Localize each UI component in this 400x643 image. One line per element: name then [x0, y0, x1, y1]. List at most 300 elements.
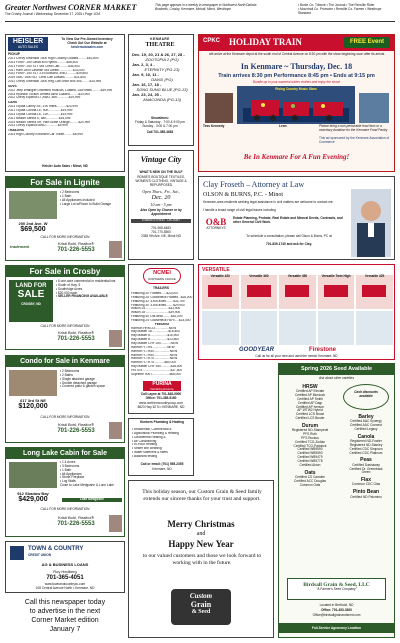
realtor-name: Kristi Bohl, Realtor®: [57, 422, 95, 427]
heisler-list: [8, 57, 122, 137]
plumbing-line: • Water softeners & filters: [132, 451, 168, 455]
tractor-card: [356, 311, 393, 345]
land-sign-line-1: LAND FOR: [15, 283, 47, 289]
lignite-features: [60, 191, 124, 206]
trailer-line: Harmon Y-TR75............$60,000: [131, 361, 177, 365]
seed-item: AP 19TW2 Hybrid: [297, 408, 323, 413]
tractor-card: [279, 275, 316, 309]
trailer-call: Call Layne at 701-848-9000: [140, 392, 182, 396]
callout-line-4: January 7: [49, 626, 81, 633]
realtor-photo: [109, 515, 122, 532]
performer-name-2: Leon: [279, 124, 287, 128]
vintage-city: 5 MAIN STREET CROSBY: [131, 219, 191, 223]
trailer-ad: [128, 264, 194, 414]
heisler-footer: Heisler Auto Sales • Minot, ND: [42, 164, 88, 169]
heisler-line: 2013 Chevy Equinox AWD..............$9,999: [8, 124, 68, 128]
vintage-city-ad: [128, 150, 194, 260]
seed-item: Certified AAC Connect: [350, 423, 382, 428]
seed-item: Certified CDC Simpson: [349, 446, 383, 451]
feature-item: • 1.4 Acres: [60, 460, 76, 464]
seed-item: Registered ND-Fowler: [350, 439, 382, 444]
realtor-name: Kristi Bohl, Realtor®: [57, 241, 95, 246]
trailer-web[interactable]: www.northerncountrycoop.com: [139, 401, 183, 405]
condo-call: CALL FOR MORE INFORMATION: [40, 415, 90, 419]
seed-item: PFS Ruckus: [301, 435, 319, 440]
feature-item: • Large Lot w/Room to Build Garage: [60, 201, 112, 206]
callout-line-1: Call this newspaper today: [24, 599, 106, 606]
cabin-features: [60, 461, 124, 488]
seed-item: Certified ND Palomino: [350, 494, 382, 499]
paper-list-2: • Mountrail Co. Promoter • Renville Co. Farmer • Westhope Standard: [298, 7, 382, 15]
cash-discount-badge: [343, 384, 389, 410]
durum-heading: Durum: [301, 423, 319, 429]
tractor-ad: [198, 264, 395, 360]
theatre-title: THEATRE: [145, 42, 175, 48]
feature-item: Close to Lake Metigoshe & Lunn Lake: [60, 483, 114, 488]
heisler-website[interactable]: heislerautosales.com: [70, 45, 104, 49]
attorney-p1: Kenmare-area residents seeking legal assistance in civil matters are welcome to contact me.: [203, 200, 334, 204]
trailer-line: Featuring 20' Flatbed......$23,000: [131, 292, 178, 295]
tractor-card: [202, 311, 239, 345]
tractor-card: [279, 311, 316, 345]
showing-date: Jan. 16, 17, 18 -: [132, 82, 162, 87]
heisler-line: 2012 Chevy Silverado 1500 Reg Cab Short Box 4x4.........$14,995: [8, 80, 102, 84]
realtor-phone: 701-226-5553: [57, 428, 95, 434]
feature-item: • All Appliances: [60, 471, 82, 476]
heisler-line: 2019 GMC 1500 SLT Crew Cab Loaded...........$31,800: [8, 76, 86, 80]
tractor-card: [241, 311, 278, 345]
trailer-line: Hay Master 8'...................$13,800: [131, 338, 179, 342]
feature-item: • 2 Bedrooms: [60, 190, 80, 194]
tractor-grid: [202, 275, 393, 345]
page-title: Greater Northwest CORNER MARKET: [5, 3, 137, 12]
pinto-heading: Pinto Bean: [352, 489, 380, 496]
trailer-line: Harmon HRM 23'...............NEW: [131, 326, 177, 330]
feature-item: • Single attached garage: [60, 376, 95, 381]
realtor-phone: 701-226-5553: [57, 247, 95, 253]
attorney-photo: [351, 189, 391, 257]
seed-item: Certified WB9479: [297, 455, 323, 460]
callout-line-2: to advertise in the next: [29, 608, 101, 615]
purina-logo: [143, 381, 181, 391]
cash-discount-text: Cash discounts available: [354, 390, 378, 398]
seed-item: Certified LCS Buster: [295, 416, 325, 421]
plumbing-title: Kimbers Plumbing & Heating: [140, 420, 184, 424]
page-notice: This page appears in a weekly in-newspaper in Northwest North Dakota: [155, 3, 257, 7]
trailer-line: FEEDING: [154, 322, 170, 326]
cabin-ad: [5, 447, 125, 537]
realtor-phone: 701-226-5553: [57, 521, 95, 527]
train-bundle: Bundle up in your warmest winter clothes and enjoy the show!: [252, 80, 341, 84]
tractor-image: [208, 285, 232, 297]
tractor-card: [356, 275, 393, 309]
seed-right-col: [339, 414, 393, 499]
seed-item: Certified AP Murdock: [295, 393, 325, 398]
theatre-showings: [132, 52, 192, 102]
train-intro: will arrive at the Kenmare depot at the south end of Central Avenue on 8:30 pm with the show beginning soon after its arrival.: [208, 52, 386, 56]
seed-item: Common CDC Glas: [351, 482, 381, 487]
showing-title: ETERNITY (PG-13): [144, 67, 180, 72]
condo-photo: [9, 370, 57, 396]
holiday-and: and: [196, 531, 206, 537]
vintage-dates: Dec. 20: [151, 195, 171, 201]
oandb-sub: ATTORNEYS: [206, 226, 226, 230]
seed-item: Certified AP Smith: [297, 396, 323, 401]
cabin-banner: Long Lake Cabin for Sale: [6, 448, 124, 459]
trailer-line: Supreme 900T....................$66,000: [131, 372, 181, 376]
seed-left-col: [282, 384, 338, 487]
versatile-logo: VERSATILE: [202, 267, 230, 273]
tractor-image: [247, 285, 271, 297]
vintage-desc: ROMIE'S BOUTIQUE TEXTILES, WOMEN'S CLOTHING, VINTAGE & REPURPOSED: [135, 175, 187, 187]
vintage-hours: 10 am - 5 pm: [150, 202, 172, 207]
seed-email[interactable]: Office@birdsallgrainandseed.com: [312, 613, 361, 617]
attorney-name: Clay Froseth: [203, 180, 245, 189]
performer-photo-1: [205, 93, 233, 123]
attorney-ad: [198, 176, 395, 260]
lignite-house-photo: [9, 191, 57, 219]
tractor-image: [362, 285, 386, 297]
seed-item: Certified WB9778: [297, 459, 323, 463]
train-where: [199, 62, 394, 71]
feature-item: • 6 one-acre commercial or residential lots: [56, 279, 116, 283]
seed-item: Registered ND-Stampede: [291, 428, 329, 433]
heisler-name: HEISLER: [12, 38, 44, 45]
oandb-logo: [203, 217, 229, 243]
realtor-photo: [109, 241, 122, 258]
ag-business: AG & BUSINESS LOANS: [41, 562, 89, 567]
credit-union-logo: [10, 546, 24, 560]
paper-list-1: • Burke Co. Tribune • The Journal • The Renville Rider: [298, 3, 375, 7]
tractor-label: Versatile 420: [210, 274, 230, 278]
heisler-line: 2024 Nissan Sentra SR, Half Dome Orange..........$20,999: [8, 120, 91, 124]
theatre-times-2: Sunday - 3:00 & 7:00 pm: [142, 124, 178, 128]
feature-item: • Double detached garage: [60, 380, 97, 385]
crosby-banner: For Sale in Crosby: [6, 266, 124, 277]
merry-christmas: Merry Christmas: [167, 519, 235, 529]
seed-office: Office: 701-453-3300: [321, 608, 352, 612]
trademark-logo: trademark: [10, 244, 30, 249]
heisler-line: 2017 Ram 2500 Laramie 4x4 Diesel................$33,000: [8, 68, 85, 72]
trailer-office: Office: 701-385-5160: [145, 396, 177, 400]
realtor-phone: 701-226-5553: [57, 336, 95, 342]
crosby-call: CALL FOR MORE INFORMATION: [40, 324, 90, 328]
vintage-name: Vintage City: [140, 155, 182, 164]
bank-addr: 108 Central Avenue North • Kenmare, ND: [35, 586, 95, 590]
feature-item: • 1 Bath: [60, 467, 72, 472]
heisler-sub: AUTO SALES: [18, 45, 38, 49]
feature-item: • 2 Bedrooms: [60, 369, 80, 373]
bank-web[interactable]: www.townandcountrycu.com: [44, 582, 86, 586]
seed-item: Certified AAC Synergy: [350, 419, 382, 424]
page-header: [5, 3, 395, 29]
trailer-line: Featuring 40' Dbl-deck.........$52,000: [131, 315, 183, 319]
seed-item: Certified CDC Platinum: [349, 450, 383, 455]
showing-title: ZOOTOPIA 2 (PG): [145, 57, 179, 62]
holiday-p2: to our valued customers and those we look forward to working with in the future.: [142, 553, 262, 567]
happy-new-year: Happy New Year: [168, 539, 234, 549]
seed-item: Certified Akron: [299, 462, 321, 467]
seed-item: Certified LCS Boost: [296, 412, 324, 417]
train-music: Rising Country Music Stars: [275, 87, 317, 91]
showing-date: Jan. 2, 3, 4 -: [132, 62, 155, 67]
logo-line-3: & Seed: [191, 609, 211, 615]
heisler-line: 2022 Chevy Equinox LT AWD, 46K.............$19,999: [8, 96, 81, 100]
train-city: In Kenmare: [240, 62, 283, 71]
tractor-card: [202, 275, 239, 309]
train-sep: ~: [284, 62, 291, 71]
plumbing-line: • Agricultural Plumbing & Heating: [132, 431, 179, 435]
train-slogan: Be In Kenmare For A Fun Evening!: [243, 153, 350, 161]
trailer-line: Featuring 24' Gooseneck FAFE....$14,500: [131, 318, 191, 322]
heisler-tagline-1: To View Our Pre-Owned Inventory: [61, 37, 113, 41]
barley-heading: Barley: [358, 414, 374, 420]
trailer-list: [131, 292, 193, 377]
lignite-address: 200 2nd Ave. W: [18, 221, 48, 226]
land-sign-line-2: SALE: [17, 289, 45, 300]
plumbing-line: • Residential, Commercial &: [132, 428, 172, 431]
seed-ad: [278, 363, 395, 638]
heisler-section: PICKUP: [8, 52, 21, 56]
holiday-p1: This holiday season, our Custom Grain & Seed family extends our sincere thanks for your trust and support.: [142, 489, 262, 503]
showing-title: DAVID (PG): [151, 77, 173, 82]
header-rule: [5, 21, 395, 22]
realtor-name: Kristi Bohl, Realtor®: [57, 515, 95, 520]
firestone-logo: Firestone: [309, 347, 337, 353]
heisler-line: SUVS: [8, 84, 17, 88]
oandb-letters: O&B: [205, 217, 227, 227]
heisler-line: 2023 Toyota Corolla LE, 12K..............$19,999: [8, 112, 73, 116]
train-image: [243, 96, 349, 122]
trailer-line: Harmon Y-TR70..................NEW: [131, 357, 178, 361]
trailer-line: Hay Master 8'...................$15,900: [131, 334, 179, 338]
theatre-times: Friday & Saturday - 7:00 & 9:00 pm: [135, 120, 185, 124]
realtor-photo: [109, 422, 122, 439]
crosby-features: [56, 280, 124, 299]
heisler-line: 2021 Toyota Corolla LE, 50K..............$19,999: [8, 108, 73, 112]
plumbing-list: [132, 428, 194, 459]
tractor-label: Versatile Twin High: [321, 274, 351, 278]
seed-item: Green: [361, 470, 371, 475]
cabin-price: $429,000: [18, 496, 48, 503]
showing-date: Jan. 9, 10, 11 -: [132, 72, 159, 77]
attorney-phone: 701-839-1740 and ask for Clay.: [265, 242, 312, 246]
performer-photo-2: [359, 93, 389, 123]
seed-item: Certified ACC Douglas: [294, 478, 326, 483]
holiday-train-ad: [198, 34, 395, 172]
trailer-line: Featuring 32' 3-ton axles........$33,750: [131, 299, 185, 303]
realtor-name: Kristi Bohl, Realtor®: [57, 330, 95, 335]
trailer-line: Wilson 28'..........................$39,900: [131, 311, 181, 315]
feature-item: • SELLER FINANCING AVAILABLE: [56, 294, 108, 299]
credit-union-sub: CREDIT UNION: [28, 553, 52, 557]
theatre-times-title: Showtimes:: [151, 116, 169, 120]
tractor-card: [241, 275, 278, 309]
showing-title: SONG SUNG BLUE (PG-13): [136, 87, 188, 92]
feature-item: • 1 Bath: [60, 193, 72, 198]
vintage-phone-1: 701-965-6483: [151, 226, 171, 230]
seed-item: Registered ND-Stanley: [349, 442, 383, 447]
trailer-line: Wilson 24'..........................$33,900: [131, 307, 181, 311]
heisler-line: 2024 Hyundai Tucson Limited AWD Loaded..........$33,900: [8, 92, 90, 96]
seed-full: Full-Service Agronomy Location: [279, 623, 394, 633]
trailer-section: TRAILERS: [153, 286, 169, 290]
crosby-ad: [5, 265, 125, 350]
heisler-logo: [8, 37, 48, 51]
trailer-line: Harmon Y-TR5.................NEW: [131, 345, 175, 349]
seed-item: Certified CS Camden: [294, 474, 326, 479]
free-event-badge: FREE Event: [344, 37, 390, 48]
plumbing-line: • Backflow testing: [132, 454, 158, 458]
tractor-card: [318, 311, 355, 345]
seed-addr: Located in Berthold, ND: [319, 603, 354, 607]
seed-item: Certified TCG-Paddock: [293, 443, 327, 448]
theatre-city: KENMARE: [150, 37, 170, 41]
purina-text: PURINA: [152, 381, 172, 387]
hrsw-heading: HRSW: [302, 384, 318, 390]
attorney-p3: To schedule a consultation, please call Olson & Burns, PC at: [246, 234, 332, 238]
plumbing-line: • Sewer line cleaning: [132, 447, 162, 451]
oats-heading: Oats: [304, 469, 316, 476]
trailer-line: Harmon Y-TR50..................NEW: [131, 353, 178, 357]
vintage-tag: WHAT'S NEW ON THE GULF: [139, 170, 183, 174]
seed-item: Common Oats: [299, 482, 321, 487]
attorney-title: – Attorney at Law: [246, 180, 305, 189]
lignite-price: $69,500: [20, 226, 46, 233]
train-date: Thursday, Dec. 18: [290, 62, 353, 71]
feature-item: • Covered patio & garden space: [60, 384, 106, 389]
heisler-line: 2021 Ford F-150 XLT 4x4 Crew Cab..........$35,900: [8, 64, 80, 68]
trailer-line: Harmon Y-TR40..................NEW: [131, 349, 178, 353]
tractor-card: [318, 275, 355, 309]
plumbing-contact: Call or email: (701) 555-2355: [140, 462, 184, 466]
seed-item: Certified AP Dagr: [297, 400, 323, 405]
heisler-line: 2021 Nissan Sentra S, 58K..............$16,495: [8, 116, 71, 120]
lignite-ad: [5, 176, 125, 261]
attorney-areas: Estate Planning, Probate, Real Estate and Mineral Deeds, Contracts, and other General Civil Work.: [233, 216, 343, 224]
cabin-tag: Lake Metigoshe: [62, 498, 122, 502]
heisler-line: 2023 Ford F-150 Lariat 4x4 Hybrid...........$48,500: [8, 60, 78, 64]
condo-ad: [5, 355, 125, 443]
page-subline: The Crosby Journal • Wednesday, December 17, 2025 • Page 1CM: [5, 12, 100, 16]
custom-grain-ad: [128, 480, 274, 638]
seed-item: Certified AP Elevate: [295, 389, 325, 394]
plumbing-line: • Geothermal Heating &: [132, 435, 166, 439]
tractor-label: Versatile 450: [287, 274, 308, 278]
seed-item: Certified TCG-Zodiac: [294, 439, 326, 444]
trailer-line: Hay Master 16'..................$16,500: [131, 330, 180, 334]
tractor-image: [324, 285, 348, 297]
lignite-banner: For Sale in Lignite: [6, 177, 124, 188]
feature-item: • South of Hwy. 5: [56, 282, 81, 287]
purina-sub: Nourishing tomorrow: [150, 388, 174, 391]
heisler-line: 2022 Ford F-150 XLT 3.5 Ecoboost, 4WD...........$39,800: [8, 72, 88, 76]
land-sign-line-3: CROSBY, ND: [21, 302, 41, 306]
theatre-phone: Call 701-385-4683: [146, 130, 174, 134]
heisler-line: 2023 High Country Enclosed Car Trailer..........$8,999: [8, 133, 83, 137]
attorney-p2: I handle a broad range of civil legal issues including: [203, 208, 276, 212]
seed-item: Certified AP Iverson: [295, 404, 325, 409]
nemsa-logo-sub: NORTHERN CHOICE: [148, 277, 176, 281]
vintage-also: Also Open by Chance or by Appointment: [140, 208, 182, 216]
plumbing-line: • Air Conditioning: [132, 439, 157, 443]
peas-heading: Peas: [360, 457, 372, 464]
banker-phone: 701-365-4051: [46, 575, 84, 581]
feature-item: • 2 Baths: [60, 372, 73, 377]
train-donate: Please bring a non-perishable food item or a monetary donation for the Kenmare Food Pantry: [319, 124, 388, 132]
performer-name-1: Tess Kennedy: [203, 124, 225, 128]
trailer-line: Featuring 30' 3-ton axles........$29,900: [131, 303, 185, 307]
realtor-photo: [109, 330, 122, 347]
seed-item: Certified WB9590: [297, 447, 323, 452]
seed-item: Certified Dashaway: [352, 462, 380, 467]
feature-item: • Stone Fireplace: [60, 475, 85, 480]
condo-price: $120,000: [18, 403, 48, 410]
cabin-call: CALL FOR MORE INFORMATION: [40, 507, 90, 511]
banker-name: Roy Hedberg: [53, 569, 77, 574]
tractor-image: [285, 285, 309, 297]
trailer-line: Pro 475................................$37,500: [131, 368, 183, 372]
heisler-line: 2023 Toyota Camry SE, 31K miles...........$23,999: [8, 105, 78, 109]
attorney-firm: OLSON & BURNS, P.C. - Minot: [203, 192, 284, 198]
birdsall-sub: "A Farmer's Seed Company": [316, 587, 357, 591]
flax-heading: Flax: [360, 477, 371, 484]
seed-ask: Ask about other varieties: [318, 376, 355, 380]
birdsall-logo: [287, 578, 386, 600]
heisler-line: 2021 Chevy Silverado 1500 High Country Loaded..........$52,800: [8, 57, 99, 60]
nemsa-logo-text: NCMEI: [153, 270, 171, 276]
train-photo-banner: [237, 86, 355, 124]
feature-item: • Log Walls: [60, 479, 76, 484]
seed-item: PFS Ruth: [303, 432, 317, 437]
showing-date: Jan. 23, 24, 25 -: [132, 92, 162, 97]
showing-date: Dec. 19, 20, 21 & 26, 27, 28 -: [132, 52, 185, 57]
credit-union-name: TOWN & COUNTRY: [28, 546, 84, 552]
vintage-address: 2355 9th Ave. NE, Minot ND: [141, 234, 181, 238]
trailer-line: Hay Master CHF 200...........NEW: [131, 341, 179, 345]
seed-item: Certified Dr. Greenback: [349, 466, 383, 471]
logo-line-2: Grain: [190, 600, 212, 609]
goodyear-logo: GOODYEAR: [239, 347, 275, 353]
plumbing-ad: [128, 418, 194, 476]
trailer-line: Featuring 25' Gooseneck Flatbed...$26,000: [131, 295, 193, 299]
train-title: HOLIDAY TRAIN: [229, 37, 302, 47]
attorney-heading: [203, 180, 353, 189]
lignite-call: CALL FOR MORE INFORMATION: [40, 235, 90, 239]
condo-address: 617 3rd St NE: [20, 398, 46, 403]
trailer-line: Hay Master CHF 540...........$38,500: [131, 365, 183, 369]
heisler-line: CARS: [8, 101, 18, 105]
custom-grain-logo: [171, 589, 231, 625]
seed-item: Certified WB9593: [297, 451, 323, 456]
seed-item: Certified Legacy: [354, 426, 378, 431]
feature-item: • Southridge Acres: [56, 286, 83, 291]
birdsall-name: Birdsall Grain & Seed, LLC: [303, 582, 370, 588]
cabin-address: 912 Shadow Bay: [17, 491, 49, 496]
theatre-ad: [128, 34, 194, 146]
feature-item: • All Appliances Included: [60, 197, 95, 202]
tractor-label: Versatile 360: [249, 274, 269, 278]
vintage-phone-2: 701-770-8500: [151, 230, 171, 234]
canola-heading: Canola: [357, 433, 375, 440]
callout-line-3: Corner Market edition: [31, 617, 99, 624]
advertise-callout: [5, 598, 125, 638]
seed-banner: Spring 2026 Seed Available: [279, 364, 394, 375]
trailer-addr: 8623 Hwy 52 N • KENMARE, ND: [137, 405, 185, 409]
page-notice-2: Bowbells, Crosby, Kenmare, Mohall, Minot, Westhope: [155, 7, 231, 11]
condo-banner: Condo for Sale in Kenmare: [6, 356, 124, 367]
tractor-label: Versatile 325: [365, 274, 385, 278]
